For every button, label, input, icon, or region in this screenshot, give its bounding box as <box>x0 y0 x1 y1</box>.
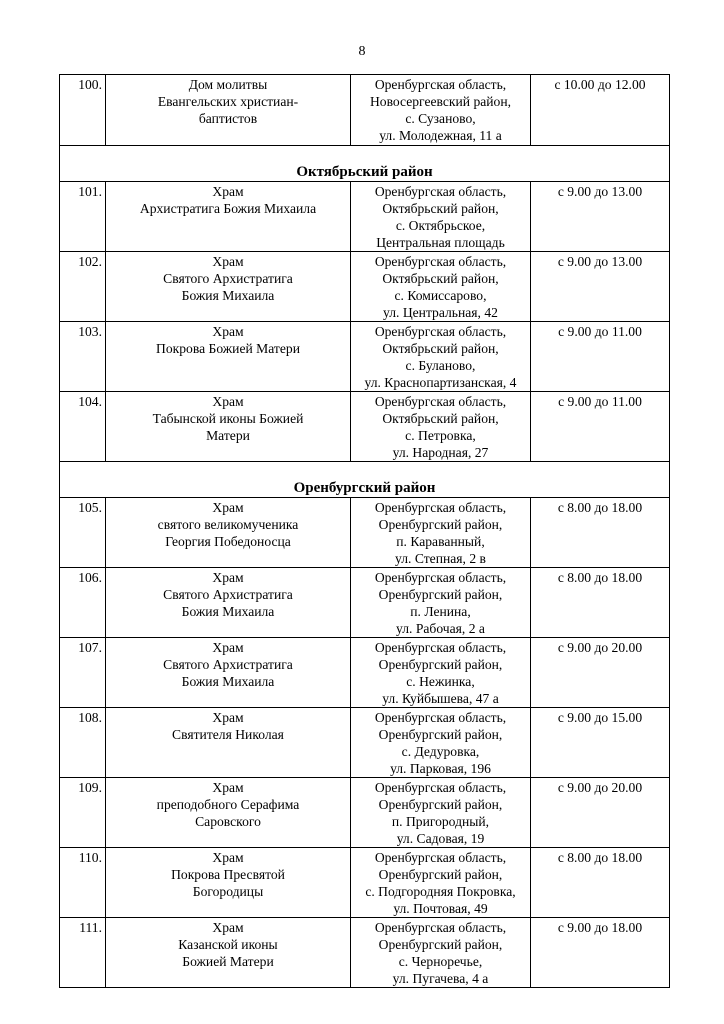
address-line: с. Октябрьское, <box>395 218 486 233</box>
place-name-cell <box>106 568 351 638</box>
place-name-line: Матери <box>206 428 250 443</box>
address-line: Оренбургская область, <box>374 570 507 585</box>
place-name-line: святого великомученика <box>157 517 299 532</box>
address-line: Оренбургская область, <box>374 184 507 199</box>
address-line: ул. Рабочая, 2 а <box>396 621 485 636</box>
place-name-line: Храм <box>212 640 244 655</box>
table-row <box>60 708 670 778</box>
table-row <box>60 322 670 392</box>
place-name-cell <box>106 778 351 848</box>
row-number: 105. <box>60 498 106 568</box>
address-line: ул. Садовая, 19 <box>396 831 485 846</box>
address-cell <box>351 918 531 988</box>
hours-cell: с 8.00 до 18.00 <box>531 498 670 568</box>
hours-cell: с 9.00 до 18.00 <box>531 918 670 988</box>
row-number: 107. <box>60 638 106 708</box>
place-name-line: Святого Архистратига <box>163 271 293 286</box>
row-number: 108. <box>60 708 106 778</box>
address-cell <box>351 392 531 462</box>
row-number: 110. <box>60 848 106 918</box>
place-name-line: Храм <box>212 500 244 515</box>
place-name-line: Храм <box>212 570 244 585</box>
table-row <box>60 638 670 708</box>
address-line: ул. Почтовая, 49 <box>393 901 488 916</box>
hours-cell: с 10.00 до 12.00 <box>531 75 670 146</box>
hours-cell: с 9.00 до 20.00 <box>531 778 670 848</box>
address-line: с. Сузаново, <box>405 111 476 126</box>
place-name-line: Храм <box>212 920 244 935</box>
place-name-cell <box>106 392 351 462</box>
place-name-line: Божией Матери <box>182 954 274 969</box>
address-line: Оренбургская область, <box>374 394 507 409</box>
address-line: ул. Центральная, 42 <box>383 305 498 320</box>
hours-cell: с 9.00 до 13.00 <box>531 252 670 322</box>
table-row <box>60 252 670 322</box>
address-cell <box>351 322 531 392</box>
address-cell <box>351 182 531 252</box>
place-name-line: Святого Архистратига <box>163 657 293 672</box>
address-line: п. Караванный, <box>396 534 485 549</box>
address-line: Оренбургская область, <box>374 850 507 865</box>
address-line: Октябрьский район, <box>382 411 499 426</box>
place-name-line: Храм <box>212 254 244 269</box>
address-line: Октябрьский район, <box>382 341 499 356</box>
address-cell <box>351 708 531 778</box>
place-name-cell <box>106 708 351 778</box>
address-line: Оренбургская область, <box>374 780 507 795</box>
address-cell <box>351 252 531 322</box>
page-number: 8 <box>358 44 366 59</box>
address-line: Оренбургский район, <box>378 727 503 742</box>
address-line: ул. Краснопартизанская, 4 <box>364 375 517 390</box>
place-name-line: Архистратига Божия Михаила <box>139 201 317 216</box>
address-line: ул. Степная, 2 в <box>395 551 486 566</box>
row-number: 101. <box>60 182 106 252</box>
address-line: Оренбургский район, <box>378 867 503 882</box>
place-name-line: Храм <box>212 710 244 725</box>
row-number: 106. <box>60 568 106 638</box>
address-line: с. Подгородняя Покровка, <box>365 884 516 899</box>
place-name-line: Храм <box>212 394 244 409</box>
address-line: п. Пригородный, <box>391 814 490 829</box>
place-name-line: Божия Михаила <box>181 674 275 689</box>
table-body <box>60 75 670 988</box>
place-name-cell <box>106 252 351 322</box>
place-name-line: Божия Михаила <box>181 288 275 303</box>
table-row <box>60 392 670 462</box>
address-line: ул. Пугачева, 4 а <box>392 971 489 986</box>
place-name-cell <box>106 848 351 918</box>
place-name-line: Дом молитвы <box>188 77 268 92</box>
address-line: Новосергеевский район, <box>369 94 512 109</box>
district-header-row <box>60 462 670 498</box>
hours-cell: с 9.00 до 15.00 <box>531 708 670 778</box>
place-name-line: Храм <box>212 780 244 795</box>
place-name-line: преподобного Серафима <box>156 797 300 812</box>
place-name-cell <box>106 638 351 708</box>
place-name-cell <box>106 498 351 568</box>
address-line: Оренбургский район, <box>378 797 503 812</box>
address-line: Оренбургский район, <box>378 937 503 952</box>
table-row <box>60 848 670 918</box>
address-line: Октябрьский район, <box>382 271 499 286</box>
address-line: с. Черноречье, <box>398 954 483 969</box>
address-line: Оренбургский район, <box>378 517 503 532</box>
address-line: Оренбургский район, <box>378 587 503 602</box>
place-name-line: Георгия Победоносца <box>165 534 291 549</box>
row-number: 109. <box>60 778 106 848</box>
address-cell <box>351 498 531 568</box>
place-name-line: Евангельских христиан- <box>157 94 299 109</box>
address-line: Оренбургская область, <box>374 640 507 655</box>
address-line: ул. Куйбышева, 47 а <box>382 691 499 706</box>
place-name-cell <box>106 322 351 392</box>
address-cell <box>351 75 531 146</box>
address-line: с. Дедуровка, <box>401 744 480 759</box>
place-name-line: баптистов <box>198 111 258 126</box>
place-name-line: Храм <box>212 850 244 865</box>
district-title: Оренбургский район <box>60 462 670 498</box>
hours-cell: с 9.00 до 11.00 <box>531 322 670 392</box>
address-line: Оренбургская область, <box>374 500 507 515</box>
address-line: с. Буланово, <box>405 358 476 373</box>
hours-cell: с 9.00 до 13.00 <box>531 182 670 252</box>
address-line: ул. Молодежная, 11 а <box>379 128 502 143</box>
address-line: Оренбургский район, <box>378 657 503 672</box>
place-name-cell <box>106 918 351 988</box>
row-number: 104. <box>60 392 106 462</box>
address-line: с. Комиссарово, <box>394 288 487 303</box>
address-cell <box>351 848 531 918</box>
places-table <box>59 74 670 988</box>
address-line: п. Ленина, <box>410 604 471 619</box>
place-name-line: Святого Архистратига <box>163 587 293 602</box>
place-name-line: Казанской иконы <box>178 937 278 952</box>
place-name-line: Покрова Божией Матери <box>156 341 300 356</box>
address-line: Оренбургская область, <box>374 710 507 725</box>
place-name-line: Храм <box>212 184 244 199</box>
table-row <box>60 568 670 638</box>
place-name-line: Богородицы <box>192 884 264 899</box>
district-title: Октябрьский район <box>60 146 670 182</box>
table-row <box>60 778 670 848</box>
table-row <box>60 182 670 252</box>
place-name-line: Покрова Пресвятой <box>171 867 285 882</box>
address-line: с. Петровка, <box>405 428 476 443</box>
hours-cell: с 8.00 до 18.00 <box>531 848 670 918</box>
row-number: 111. <box>60 918 106 988</box>
place-name-line: Храм <box>212 324 244 339</box>
place-name-line: Саровского <box>195 814 261 829</box>
place-name-line: Божия Михаила <box>181 604 275 619</box>
hours-cell: с 9.00 до 11.00 <box>531 392 670 462</box>
address-line: ул. Народная, 27 <box>392 445 489 460</box>
table-row <box>60 498 670 568</box>
address-line: ул. Парковая, 196 <box>390 761 491 776</box>
address-cell <box>351 778 531 848</box>
address-cell <box>351 568 531 638</box>
address-line: Октябрьский район, <box>382 201 499 216</box>
table-row <box>60 75 670 146</box>
address-line: с. Нежинка, <box>406 674 475 689</box>
address-line: Оренбургская область, <box>374 324 507 339</box>
address-line: Центральная площадь <box>376 235 505 250</box>
row-number: 102. <box>60 252 106 322</box>
hours-cell: с 8.00 до 18.00 <box>531 568 670 638</box>
address-line: Оренбургская область, <box>374 77 507 92</box>
address-cell <box>351 638 531 708</box>
place-name-line: Святителя Николая <box>172 727 284 742</box>
row-number: 100. <box>60 75 106 146</box>
place-name-cell <box>106 182 351 252</box>
place-name-cell <box>106 75 351 146</box>
address-line: Оренбургская область, <box>374 254 507 269</box>
district-header-row <box>60 146 670 182</box>
place-name-line: Табынской иконы Божией <box>152 411 304 426</box>
address-line: Оренбургская область, <box>374 920 507 935</box>
table-row <box>60 918 670 988</box>
hours-cell: с 9.00 до 20.00 <box>531 638 670 708</box>
row-number: 103. <box>60 322 106 392</box>
